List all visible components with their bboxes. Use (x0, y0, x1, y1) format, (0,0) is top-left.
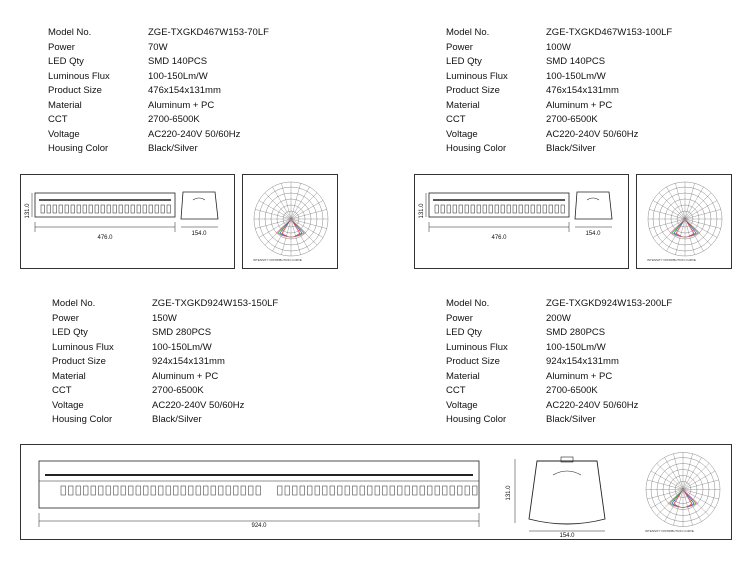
polar-spoke (667, 187, 686, 219)
led-slot (549, 205, 553, 213)
led-slot (143, 205, 147, 213)
led-slot (420, 486, 425, 495)
led-slot (413, 486, 418, 495)
value-led-qty: SMD 140PCS (148, 56, 208, 67)
polar-spoke (291, 201, 323, 220)
polar-spoke (265, 193, 291, 219)
led-slot (151, 486, 156, 495)
spec-table-150w (52, 297, 278, 428)
polar-spoke (675, 183, 685, 219)
drawing-frame-100w (414, 174, 629, 269)
led-slot (447, 205, 451, 213)
polar-spoke (665, 457, 684, 489)
label-model: Model No. (52, 298, 96, 309)
led-slot (174, 486, 179, 495)
dim-length: 476.0 (491, 235, 507, 241)
led-slot (167, 205, 171, 213)
led-slot (166, 486, 171, 495)
polar-spoke (255, 209, 291, 219)
dim-height: 131.0 (25, 203, 31, 219)
value-color: Black/Silver (546, 143, 596, 154)
spec-table-70w (48, 26, 269, 157)
polar-caption: INTENSITY DISTRIBUTION CURVE (645, 529, 694, 533)
value-flux: 100-150Lm/W (546, 70, 606, 82)
led-slot (278, 486, 283, 495)
label-color: Housing Color (446, 143, 507, 154)
led-slot (249, 486, 254, 495)
led-slot (84, 486, 89, 495)
label-voltage: Voltage (48, 128, 80, 140)
value-flux: 100-150Lm/W (546, 341, 606, 353)
drawing-frame-924 (20, 444, 732, 540)
polar-spoke (683, 480, 719, 490)
led-slot (137, 205, 141, 213)
led-slot (256, 486, 261, 495)
dim-width: 154.0 (559, 533, 575, 539)
led-slot (483, 205, 487, 213)
value-color: Black/Silver (152, 414, 202, 425)
polar-spoke (291, 183, 301, 219)
polar-caption: INTENSITY DISTRIBUTION CURVE (647, 258, 696, 262)
label-flux: Luminous Flux (446, 341, 508, 353)
label-flux: Luminous Flux (446, 70, 508, 82)
led-slot (537, 205, 541, 213)
polar-spoke (673, 454, 683, 490)
led-slot (398, 486, 403, 495)
led-slot (114, 486, 119, 495)
led-slot (525, 205, 529, 213)
led-slot (443, 486, 448, 495)
value-voltage: AC220-240V 50/60Hz (148, 128, 241, 140)
polar-spoke (659, 193, 685, 219)
polar-spoke (685, 201, 717, 220)
led-slot (501, 205, 505, 213)
led-slot (161, 205, 165, 213)
led-slot (89, 205, 93, 213)
value-color: Black/Silver (148, 143, 198, 154)
led-slot (519, 205, 523, 213)
value-size: 476x154x131mm (148, 85, 221, 96)
led-slot (241, 486, 246, 495)
led-slot (465, 486, 470, 495)
polar-spoke (291, 193, 317, 219)
label-led-qty: LED Qty (446, 327, 482, 338)
polar-spoke (653, 219, 685, 238)
led-slot (47, 205, 51, 213)
fixture-end-view (501, 445, 621, 541)
led-slot (144, 486, 149, 495)
led-slot (181, 486, 186, 495)
label-model: Model No. (446, 27, 490, 38)
led-slot (91, 486, 96, 495)
label-power: Power (446, 41, 473, 53)
value-power: 70W (148, 41, 168, 53)
led-slot (77, 205, 81, 213)
value-model: ZGE-TXGKD924W153-200LF (546, 298, 673, 309)
label-cct: CCT (52, 385, 72, 396)
value-cct: 2700-6500K (148, 114, 200, 125)
polar-spoke (683, 471, 715, 490)
value-flux: 100-150Lm/W (148, 70, 208, 82)
label-size: Product Size (446, 356, 500, 367)
value-led-qty: SMD 280PCS (546, 327, 606, 338)
label-led-qty: LED Qty (446, 56, 482, 67)
value-size: 476x154x131mm (546, 85, 619, 96)
led-slot (513, 205, 517, 213)
value-voltage: AC220-240V 50/60Hz (546, 399, 639, 411)
label-cct: CCT (48, 114, 68, 125)
led-slot (441, 205, 445, 213)
polar-spoke (291, 209, 327, 219)
label-voltage: Voltage (446, 128, 478, 140)
led-slot (83, 205, 87, 213)
led-slot (531, 205, 535, 213)
led-slot (71, 205, 75, 213)
led-slot (196, 486, 201, 495)
polar-frame-100w (636, 174, 732, 269)
polar-spoke (657, 463, 683, 489)
polar-spoke (685, 183, 695, 219)
led-slot (99, 486, 104, 495)
led-slot (107, 205, 111, 213)
led-slot (368, 486, 373, 495)
led-slot (360, 486, 365, 495)
polar-spoke (683, 463, 709, 489)
polar-spoke (649, 209, 685, 219)
dim-height: 131.0 (506, 485, 512, 501)
led-slot (465, 205, 469, 213)
led-slot (471, 205, 475, 213)
led-slot (473, 486, 478, 495)
polar-spoke (685, 193, 711, 219)
spec-table-200w (446, 297, 672, 428)
label-model: Model No. (446, 298, 490, 309)
label-power: Power (48, 41, 75, 53)
led-slot (53, 205, 57, 213)
led-slot (555, 205, 559, 213)
led-slot (390, 486, 395, 495)
polar-spoke (273, 187, 292, 219)
value-led-qty: SMD 140PCS (546, 56, 606, 67)
led-slot (211, 486, 216, 495)
led-slot (459, 205, 463, 213)
led-slot (69, 486, 74, 495)
label-material: Material (446, 370, 480, 382)
label-led-qty: LED Qty (48, 56, 84, 67)
value-cct: 2700-6500K (546, 385, 598, 396)
label-size: Product Size (52, 356, 106, 367)
led-slot (101, 205, 105, 213)
led-slot (149, 205, 153, 213)
label-material: Material (446, 99, 480, 111)
polar-spoke (685, 187, 704, 219)
led-slot (300, 486, 305, 495)
polar-diagram (635, 445, 731, 541)
value-material: Aluminum + PC (152, 370, 219, 382)
label-cct: CCT (446, 114, 466, 125)
led-slot (338, 486, 343, 495)
led-slot (106, 486, 111, 495)
led-slot (95, 205, 99, 213)
led-slot (65, 205, 69, 213)
led-slot (125, 205, 129, 213)
label-power: Power (446, 312, 473, 324)
label-voltage: Voltage (446, 399, 478, 411)
led-slot (308, 486, 313, 495)
led-slot (345, 486, 350, 495)
led-slot (489, 205, 493, 213)
value-voltage: AC220-240V 50/60Hz (546, 128, 639, 140)
led-slot (383, 486, 388, 495)
led-slot (477, 205, 481, 213)
label-model: Model No. (48, 27, 92, 38)
polar-diagram (637, 175, 733, 270)
dim-length: 476.0 (97, 235, 113, 241)
led-slot (204, 486, 209, 495)
value-flux: 100-150Lm/W (152, 341, 212, 353)
value-model: ZGE-TXGKD467W153-70LF (148, 27, 269, 38)
label-voltage: Voltage (52, 399, 84, 411)
led-slot (61, 486, 66, 495)
dim-width: 154.0 (585, 231, 601, 237)
polar-diagram (243, 175, 339, 270)
value-cct: 2700-6500K (546, 114, 598, 125)
value-power: 200W (546, 312, 571, 324)
dim-length: 924.0 (251, 523, 267, 529)
led-slot (353, 486, 358, 495)
polar-spoke (683, 490, 715, 509)
polar-spoke (683, 457, 702, 489)
polar-spoke (291, 187, 310, 219)
label-size: Product Size (48, 85, 102, 96)
led-slot (293, 486, 298, 495)
led-slot (330, 486, 335, 495)
led-slot (219, 486, 224, 495)
led-slot (41, 205, 45, 213)
led-slot (226, 486, 231, 495)
value-cct: 2700-6500K (152, 385, 204, 396)
fixture-side-view-long (21, 445, 491, 541)
polar-spoke (683, 454, 693, 490)
value-size: 924x154x131mm (546, 356, 619, 367)
fixture-side-view (21, 175, 236, 270)
led-slot (285, 486, 290, 495)
fixture-side-view (415, 175, 630, 270)
dim-height: 131.0 (419, 203, 425, 219)
polar-spoke (291, 219, 323, 238)
label-power: Power (52, 312, 79, 324)
label-size: Product Size (446, 85, 500, 96)
polar-caption: INTENSITY DISTRIBUTION CURVE (253, 258, 302, 262)
led-slot (129, 486, 134, 495)
led-slot (495, 205, 499, 213)
value-voltage: AC220-240V 50/60Hz (152, 399, 245, 411)
led-slot (136, 486, 141, 495)
value-power: 150W (152, 312, 177, 324)
label-color: Housing Color (48, 143, 109, 154)
polar-spoke (259, 201, 291, 220)
value-color: Black/Silver (546, 414, 596, 425)
value-model: ZGE-TXGKD467W153-100LF (546, 27, 673, 38)
led-slot (435, 205, 439, 213)
led-slot (561, 205, 565, 213)
polar-spoke (259, 219, 291, 238)
polar-spoke (653, 201, 685, 220)
led-slot (458, 486, 463, 495)
polar-spoke (685, 209, 721, 219)
led-slot (76, 486, 81, 495)
value-material: Aluminum + PC (148, 99, 215, 111)
led-slot (323, 486, 328, 495)
label-led-qty: LED Qty (52, 327, 88, 338)
led-slot (315, 486, 320, 495)
led-slot (453, 205, 457, 213)
led-slot (543, 205, 547, 213)
polar-spoke (685, 219, 717, 238)
value-model: ZGE-TXGKD924W153-150LF (152, 298, 279, 309)
label-flux: Luminous Flux (52, 341, 114, 353)
value-size: 924x154x131mm (152, 356, 225, 367)
label-cct: CCT (446, 385, 466, 396)
label-color: Housing Color (446, 414, 507, 425)
value-led-qty: SMD 280PCS (152, 327, 212, 338)
led-slot (428, 486, 433, 495)
spec-table-100w (446, 26, 672, 157)
dim-width: 154.0 (191, 231, 207, 237)
led-slot (159, 486, 164, 495)
led-slot (375, 486, 380, 495)
led-slot (234, 486, 239, 495)
led-slot (189, 486, 194, 495)
led-slot (121, 486, 126, 495)
led-slot (119, 205, 123, 213)
polar-spoke (651, 471, 683, 490)
value-material: Aluminum + PC (546, 99, 613, 111)
led-slot (435, 486, 440, 495)
label-material: Material (48, 99, 82, 111)
label-color: Housing Color (52, 414, 113, 425)
polar-spoke (647, 480, 683, 490)
value-power: 100W (546, 41, 571, 53)
led-slot (59, 205, 63, 213)
polar-frame-70w (242, 174, 338, 269)
value-material: Aluminum + PC (546, 370, 613, 382)
polar-spoke (651, 490, 683, 509)
label-material: Material (52, 370, 86, 382)
led-slot (450, 486, 455, 495)
led-slot (155, 205, 159, 213)
label-flux: Luminous Flux (48, 70, 110, 82)
led-slot (113, 205, 117, 213)
led-slot (507, 205, 511, 213)
led-slot (131, 205, 135, 213)
drawing-frame-70w (20, 174, 235, 269)
polar-spoke (281, 183, 291, 219)
led-slot (405, 486, 410, 495)
